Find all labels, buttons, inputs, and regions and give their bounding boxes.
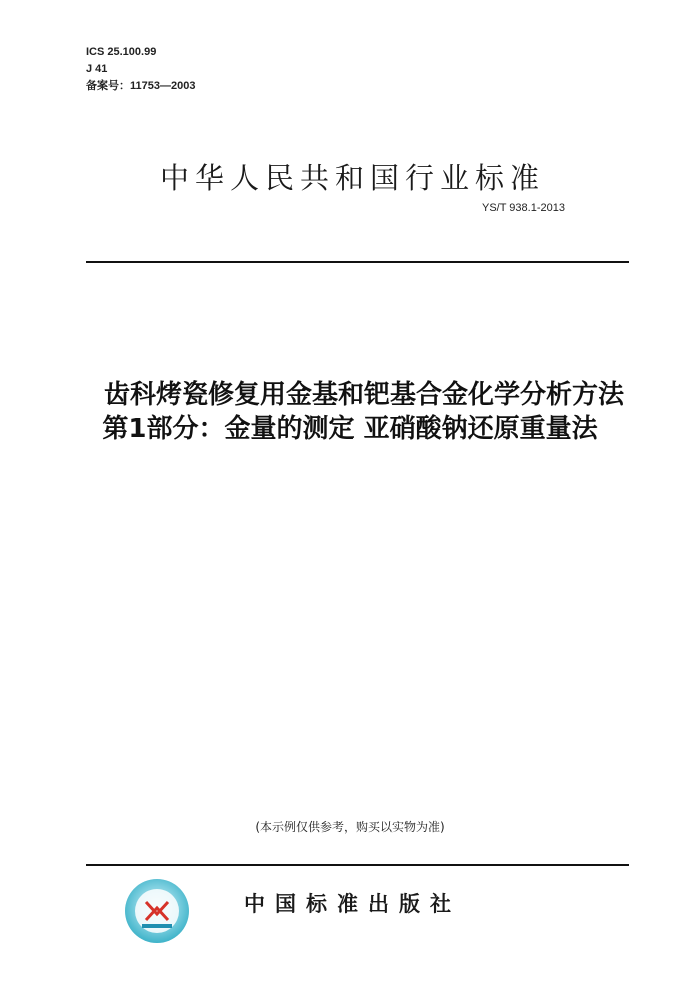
publisher-logo-icon [124,878,190,944]
header-meta [86,44,195,95]
standard-type: 中华人民共和国行业标准 [160,161,546,195]
standard-code: YS/T 938.1-2013 [482,202,565,214]
title-line-2: 第1部分：金量的测定 亚硝酸钠还原重量法 [102,414,598,444]
sample-note: (本示例仅供参考，购买以实物为准) [255,820,445,834]
ccs-code: J 41 [86,63,108,75]
title-line-1: 齿科烤瓷修复用金基和钯基合金化学分析方法 [103,380,624,410]
logo-banner [142,924,172,928]
filing-number: 备案号：11753—2003 [86,80,196,92]
publisher-name: 中国标准出版社 [244,892,461,916]
bottom-divider [86,864,629,866]
ics-code: ICS 25.100.99 [86,46,157,58]
top-divider [86,261,629,263]
